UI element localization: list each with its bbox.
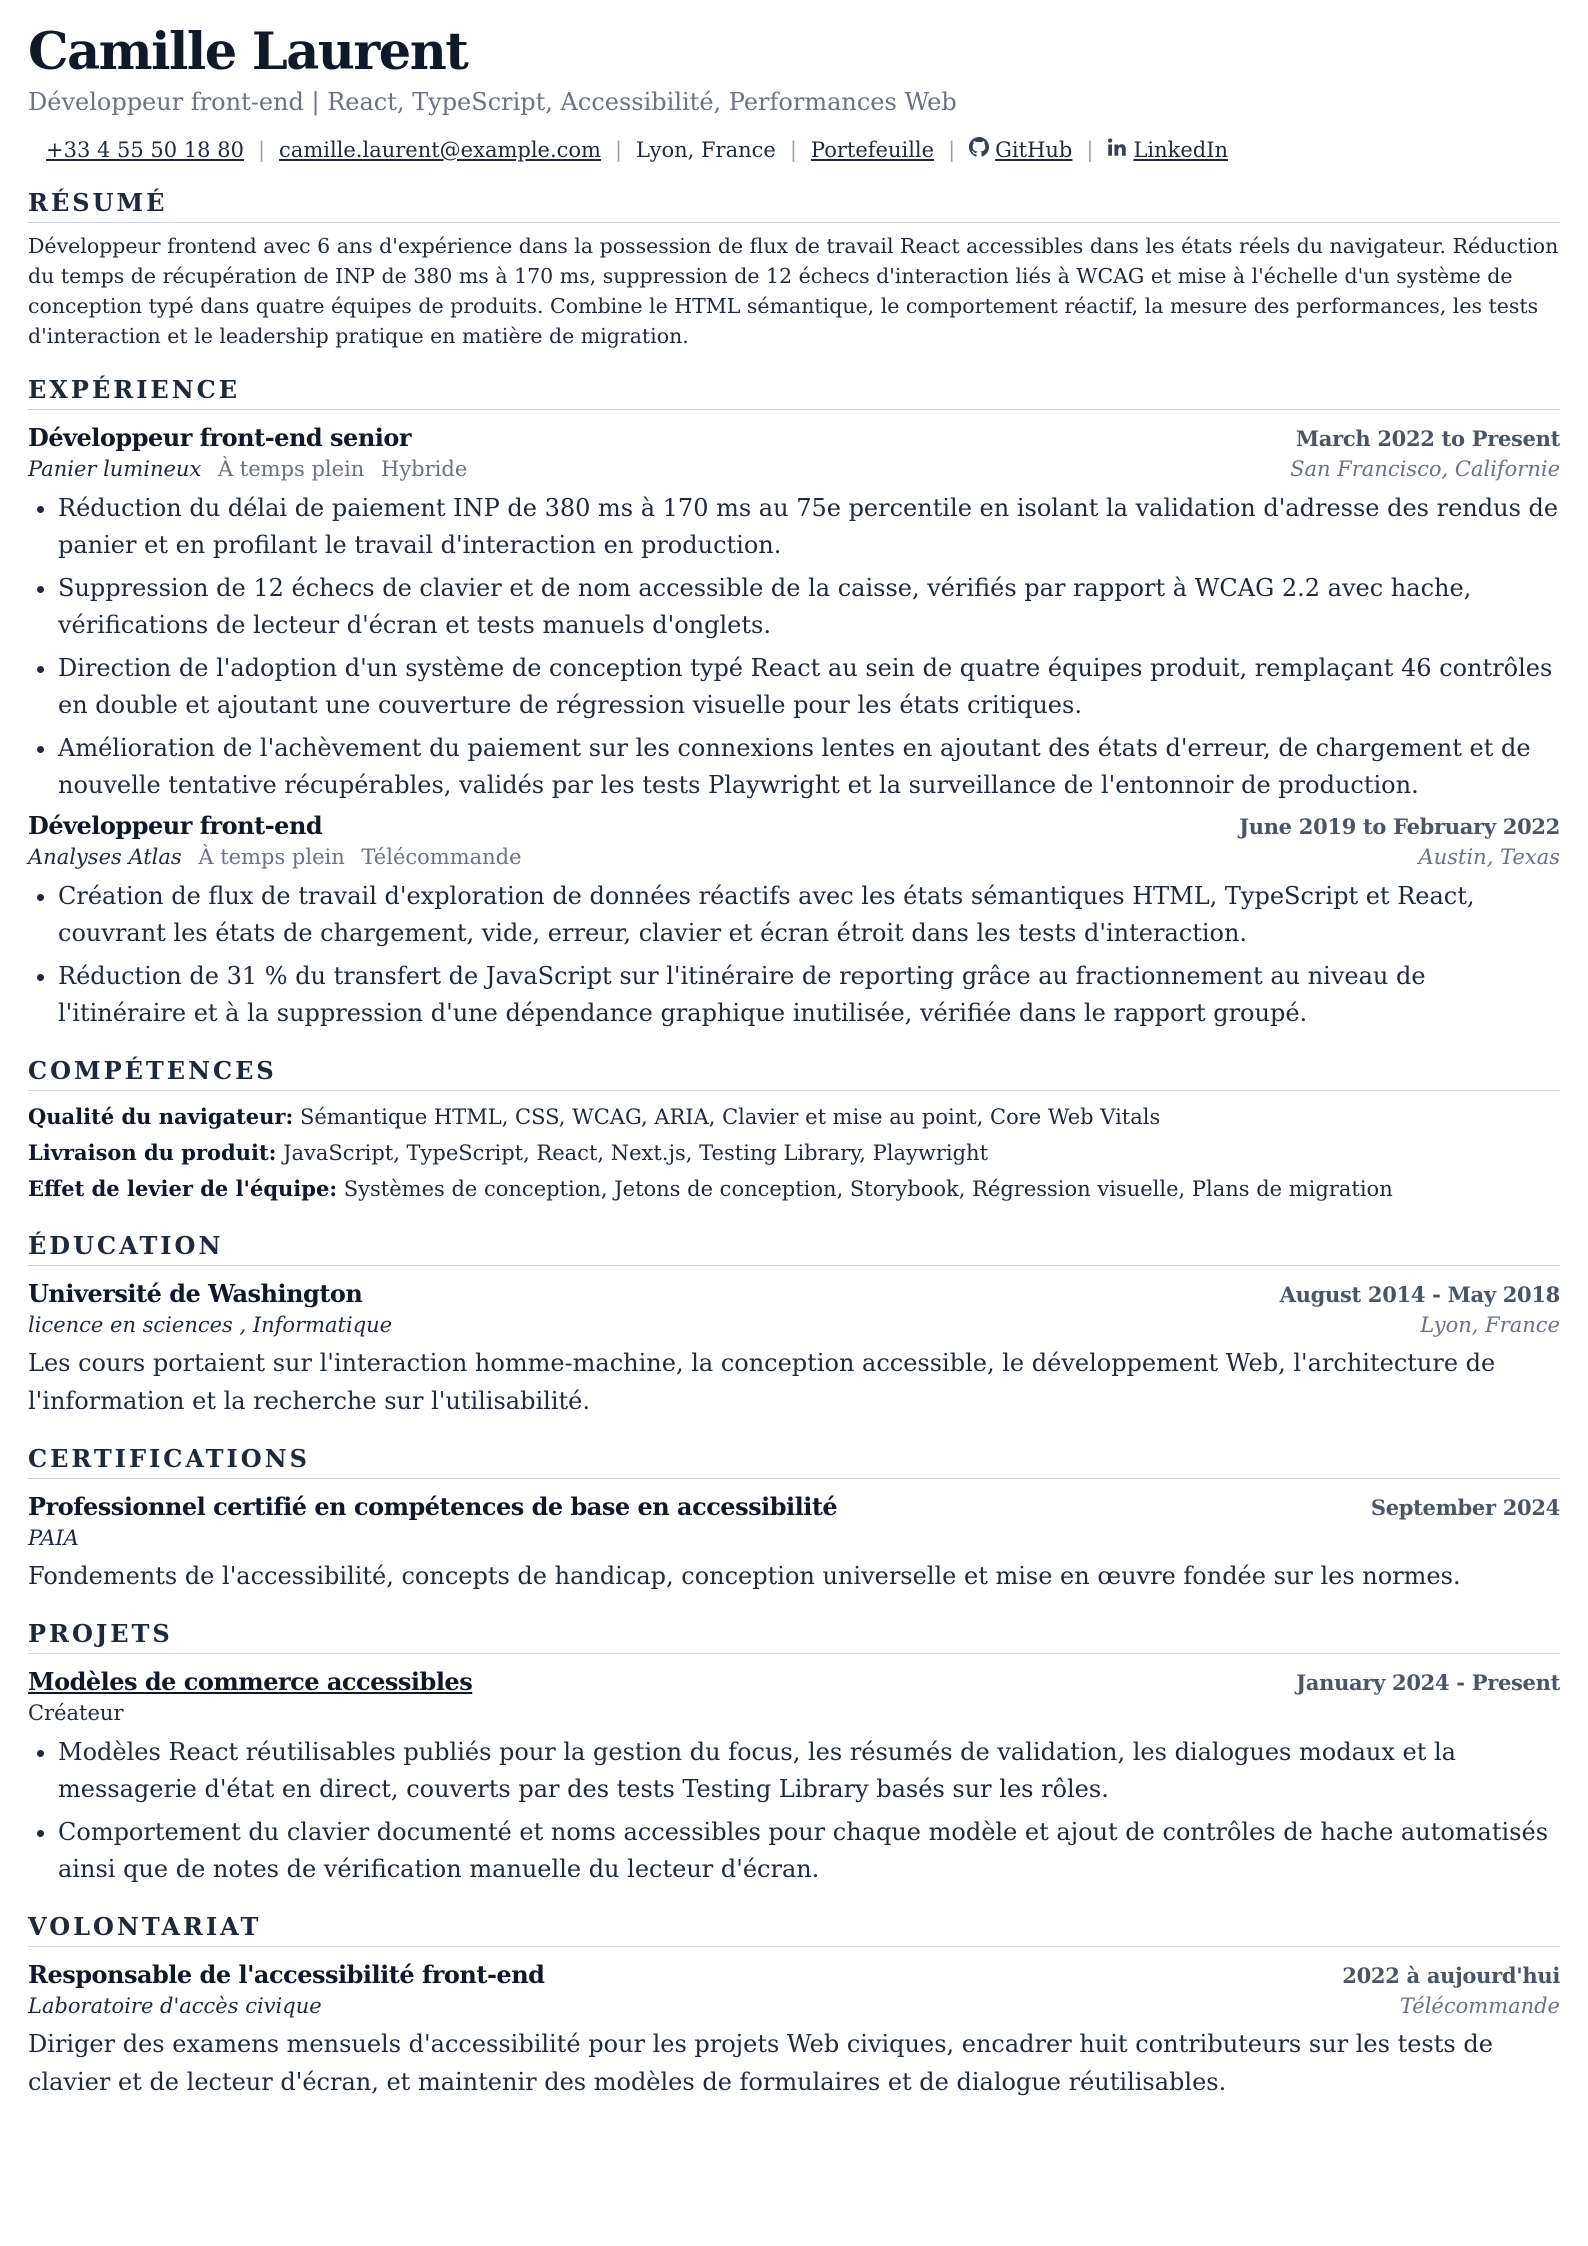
education-entry <box>28 1278 1560 1420</box>
volunteer-heading: VOLONTARIAT <box>28 1912 1560 1947</box>
linkedin-link[interactable]: LinkedIn <box>1133 138 1229 162</box>
job-mode: Hybride <box>381 457 468 481</box>
github-icon <box>969 136 989 164</box>
skill-value: Systèmes de conception, Jetons de conception, Storybook, Régression visuelle, Plans de migration <box>343 1177 1393 1201</box>
summary-text: Développeur frontend avec 6 ans d'expérience dans la possession de flux de travail React accessibles dans les états réels du navigateur. Réduction du temps de récupération de INP de 380 ms à 170 ms, suppression de 12 échecs d'interaction liés à WCAG et mise à l'échelle d'un système de conception typé dans quatre équipes de produits. Combine le HTML sémantique, le comportement réactif, la mesure des performances, les tests d'interaction et le leadership pratique en matière de migration. <box>28 234 1559 348</box>
skills-heading: COMPÉTENCES <box>28 1056 1560 1091</box>
volunteer-location: Télécommande <box>1399 1994 1560 2018</box>
job-title: Développeur front-end senior <box>28 423 412 452</box>
school-name: Université de Washington <box>28 1279 363 1308</box>
project-role: Créateur <box>28 1701 124 1725</box>
volunteer-role: Responsable de l'accessibilité front-end <box>28 1960 545 1989</box>
linkedin-icon <box>1107 136 1127 164</box>
job-location: San Francisco, Californie <box>1290 457 1560 481</box>
contact-bar <box>28 136 1560 164</box>
job-company: Panier lumineux <box>28 457 202 481</box>
portfolio-link[interactable]: Portefeuille <box>810 138 935 162</box>
job-bullets <box>28 878 1560 1032</box>
certification-issuer: PAIA <box>28 1526 79 1550</box>
job-mode: Télécommande <box>361 845 522 869</box>
education-dates: August 2014 - May 2018 <box>1279 1282 1560 1307</box>
skill-label: Livraison du produit: <box>28 1140 277 1165</box>
contact-separator: | <box>614 138 623 162</box>
certification-description: Fondements de l'accessibilité, concepts de handicap, conception universelle et mise en œuvre fondée sur les normes. <box>28 1562 1461 1590</box>
skill-value: Sémantique HTML, CSS, WCAG, ARIA, Clavier et mise au point, Core Web Vitals <box>299 1105 1161 1129</box>
github-link[interactable]: GitHub <box>995 138 1073 162</box>
project-dates: January 2024 - Present <box>1296 1670 1560 1695</box>
job-location: Austin, Texas <box>1418 845 1560 869</box>
contact-separator: | <box>1086 138 1094 162</box>
list-item: • Amélioration de l'achèvement du paiement sur les connexions lentes en ajoutant des états d'erreur, de chargement et de nouvelle tentative récupérables, validés par les tests Playwright et la surveillance de l'entonnoir de production. <box>58 730 1560 804</box>
candidate-name: Camille Laurent <box>28 22 468 82</box>
education-heading: ÉDUCATION <box>28 1231 1560 1266</box>
list-item: • Réduction du délai de paiement INP de 380 ms à 170 ms au 75e percentile en isolant la validation d'adresse des rendus de panier et en profilant le travail d'interaction en production. <box>58 490 1560 564</box>
contact-separator: | <box>257 138 266 162</box>
skill-label: Effet de levier de l'équipe: <box>28 1176 338 1201</box>
job-company: Analyses Atlas <box>28 845 182 869</box>
certification-date: September 2024 <box>1370 1495 1560 1520</box>
list-item: • Comportement du clavier documenté et noms accessibles pour chaque modèle et ajout de contrôles de hache automatisés ainsi que de notes de vérification manuelle du lecteur d'écran. <box>58 1814 1560 1888</box>
experience-entry <box>28 810 1560 1032</box>
list-item: • Modèles React réutilisables publiés pour la gestion du focus, les résumés de validation, les dialogues modaux et la messagerie d'état en direct, couverts par des tests Testing Library basés sur les rôles. <box>58 1734 1560 1808</box>
job-dates: March 2022 to Present <box>1295 426 1560 451</box>
skill-value: JavaScript, TypeScript, React, Next.js, Testing Library, Playwright <box>283 1141 989 1165</box>
skill-row <box>28 1171 1560 1207</box>
certification-entry <box>28 1491 1560 1595</box>
contact-separator: | <box>948 138 956 162</box>
degree: licence en sciences , Informatique <box>28 1313 393 1337</box>
experience-heading: EXPÉRIENCE <box>28 375 1560 410</box>
certifications-heading: CERTIFICATIONS <box>28 1444 1560 1479</box>
phone-link[interactable]: +33 4 55 50 18 80 <box>46 138 244 162</box>
certification-name: Professionnel certifié en compétences de base en accessibilité <box>28 1492 838 1521</box>
skills-list <box>28 1099 1560 1207</box>
list-item: • Réduction de 31 % du transfert de JavaScript sur l'itinéraire de reporting grâce au fractionnement au niveau de l'itinéraire et à la suppression d'une dépendance graphique inutilisée, vérifiée dans le rapport groupé. <box>58 958 1560 1032</box>
list-item: • Direction de l'adoption d'un système de conception typé React au sein de quatre équipes produit, remplaçant 46 contrôles en double et ajoutant une couverture de régression visuelle pour les états critiques. <box>58 650 1560 724</box>
projects-heading: PROJETS <box>28 1619 1560 1654</box>
experience-entry <box>28 422 1560 804</box>
contact-separator: | <box>789 138 797 162</box>
skill-row <box>28 1135 1560 1171</box>
project-link[interactable]: Modèles de commerce accessibles <box>28 1667 473 1696</box>
skill-row <box>28 1099 1560 1135</box>
summary-heading: RÉSUMÉ <box>28 188 1560 223</box>
volunteer-description: Diriger des examens mensuels d'accessibilité pour les projets Web civiques, encadrer huit contributeurs sur les tests de clavier et de lecteur d'écran, et maintenir des modèles de formulaires et de dialogue réutilisables. <box>28 2030 1493 2096</box>
project-bullets <box>28 1734 1560 1888</box>
volunteer-entry <box>28 1959 1560 2101</box>
skill-label: Qualité du navigateur: <box>28 1104 294 1129</box>
education-description: Les cours portaient sur l'interaction homme-machine, la conception accessible, le développement Web, l'architecture de l'information et la recherche sur l'utilisabilité. <box>28 1349 1496 1415</box>
job-title: Développeur front-end <box>28 811 323 840</box>
job-bullets <box>28 490 1560 804</box>
list-item: • Création de flux de travail d'exploration de données réactifs avec les états sémantiques HTML, TypeScript et React, couvrant les états de chargement, vide, erreur, clavier et écran étroit dans les tests d'interaction. <box>58 878 1560 952</box>
job-type: À temps plein <box>217 457 365 481</box>
volunteer-org: Laboratoire d'accès civique <box>28 1994 322 2018</box>
headline: Développeur front-end | React, TypeScript, Accessibilité, Performances Web <box>28 88 957 116</box>
project-entry <box>28 1666 1560 1888</box>
job-type: À temps plein <box>198 845 345 869</box>
education-location: Lyon, France <box>1420 1313 1560 1337</box>
volunteer-dates: 2022 à aujourd'hui <box>1342 1963 1560 1988</box>
list-item: • Suppression de 12 échecs de clavier et de nom accessible de la caisse, vérifiés par rapport à WCAG 2.2 avec hache, vérifications de lecteur d'écran et tests manuels d'onglets. <box>58 570 1560 644</box>
job-dates: June 2019 to February 2022 <box>1239 814 1560 839</box>
location-text: Lyon, France <box>636 138 776 162</box>
email-link[interactable]: camille.laurent@example.com <box>279 138 601 162</box>
